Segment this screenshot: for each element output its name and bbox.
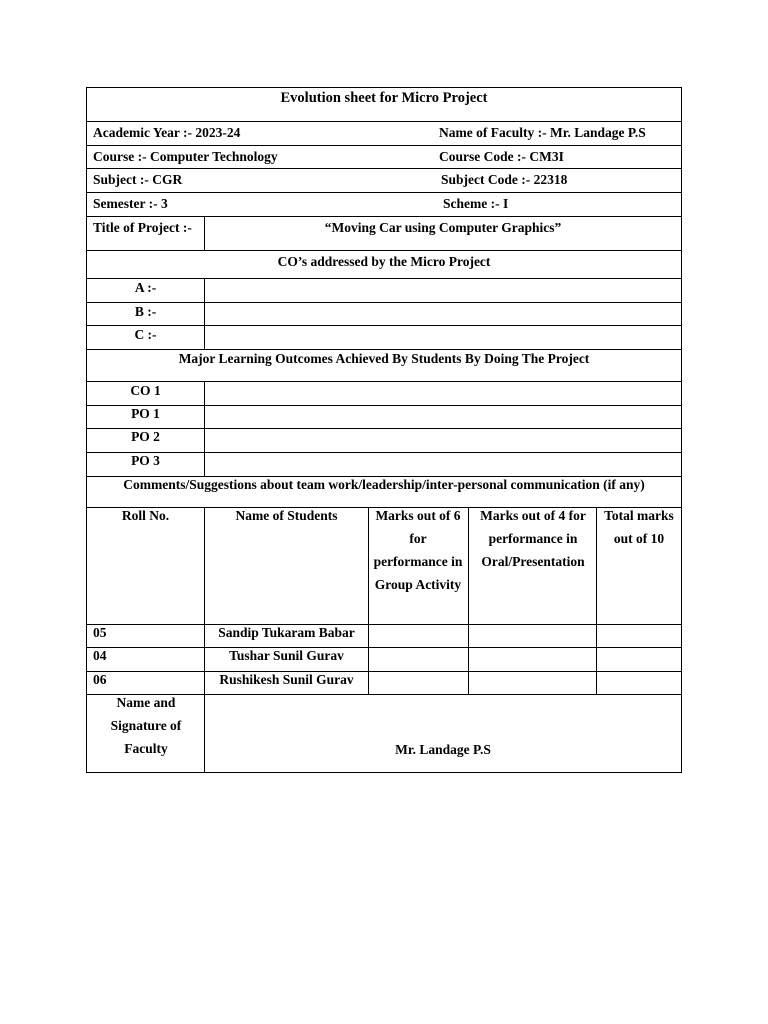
header-roll-no: Roll No. [121,508,170,523]
faculty-signature: Mr. Landage P.S [395,742,491,757]
header-oral-marks: Marks out of 4 for performance in Oral/Presentation [480,508,586,569]
project-title-label: Title of Project :- [93,220,192,235]
roll-number: 04 [93,648,107,663]
course-row [87,146,681,169]
table-row [87,648,681,672]
cos-heading-row [87,251,681,279]
cos-heading: CO’s addressed by the Micro Project [277,254,491,269]
comments-heading: Comments/Suggestions about team work/leadership/inter-personal communication (if any) [123,477,645,492]
outcome-row [87,382,681,406]
outcome-label: PO 2 [131,429,160,444]
outcome-row [87,429,681,453]
header-student-name: Name of Students [235,508,338,523]
outcome-row [87,406,681,429]
student-name: Tushar Sunil Gurav [229,648,344,663]
co-row [87,279,681,303]
co-row [87,326,681,350]
project-title: “Moving Car using Computer Graphics” [324,220,562,235]
outcome-label: CO 1 [130,383,161,398]
co-label: B :- [134,304,157,319]
academic-year: Academic Year :- 2023-24 [93,125,241,140]
project-title-row [87,217,681,251]
marks-header-row [87,508,681,625]
academic-year-row [87,122,681,146]
outcomes-heading: Major Learning Outcomes Achieved By Students By Doing The Project [178,351,590,366]
course-code: Course Code :- CM3I [439,149,564,164]
title-row [87,88,681,122]
outcomes-heading-row [87,350,681,382]
subject-row [87,169,681,193]
roll-number: 05 [93,625,107,640]
subject-code: Subject Code :- 22318 [441,172,568,187]
scheme: Scheme :- I [443,196,509,211]
semester-row [87,193,681,217]
table-row [87,625,681,648]
outcome-label: PO 3 [131,453,160,468]
roll-number: 06 [93,672,107,687]
subject: Subject :- CGR [93,172,183,187]
outcome-row [87,453,681,477]
header-group-marks: Marks out of 6 for performance in Group Activity [373,508,463,592]
co-label: C :- [134,327,157,342]
co-label: A :- [134,280,157,295]
faculty-name: Name of Faculty :- Mr. Landage P.S [439,125,646,140]
evaluation-sheet-table [86,87,682,773]
sheet-title: Evolution sheet for Micro Project [280,90,488,106]
student-name: Sandip Tukaram Babar [218,625,355,640]
signature-label: Name and Signature of Faculty [110,695,182,756]
course: Course :- Computer Technology [93,149,278,164]
co-row [87,303,681,326]
signature-row [87,695,681,772]
header-total-marks: Total marks out of 10 [604,508,674,546]
semester: Semester :- 3 [93,196,168,211]
student-name: Rushikesh Sunil Gurav [219,672,354,687]
outcome-label: PO 1 [131,406,160,421]
